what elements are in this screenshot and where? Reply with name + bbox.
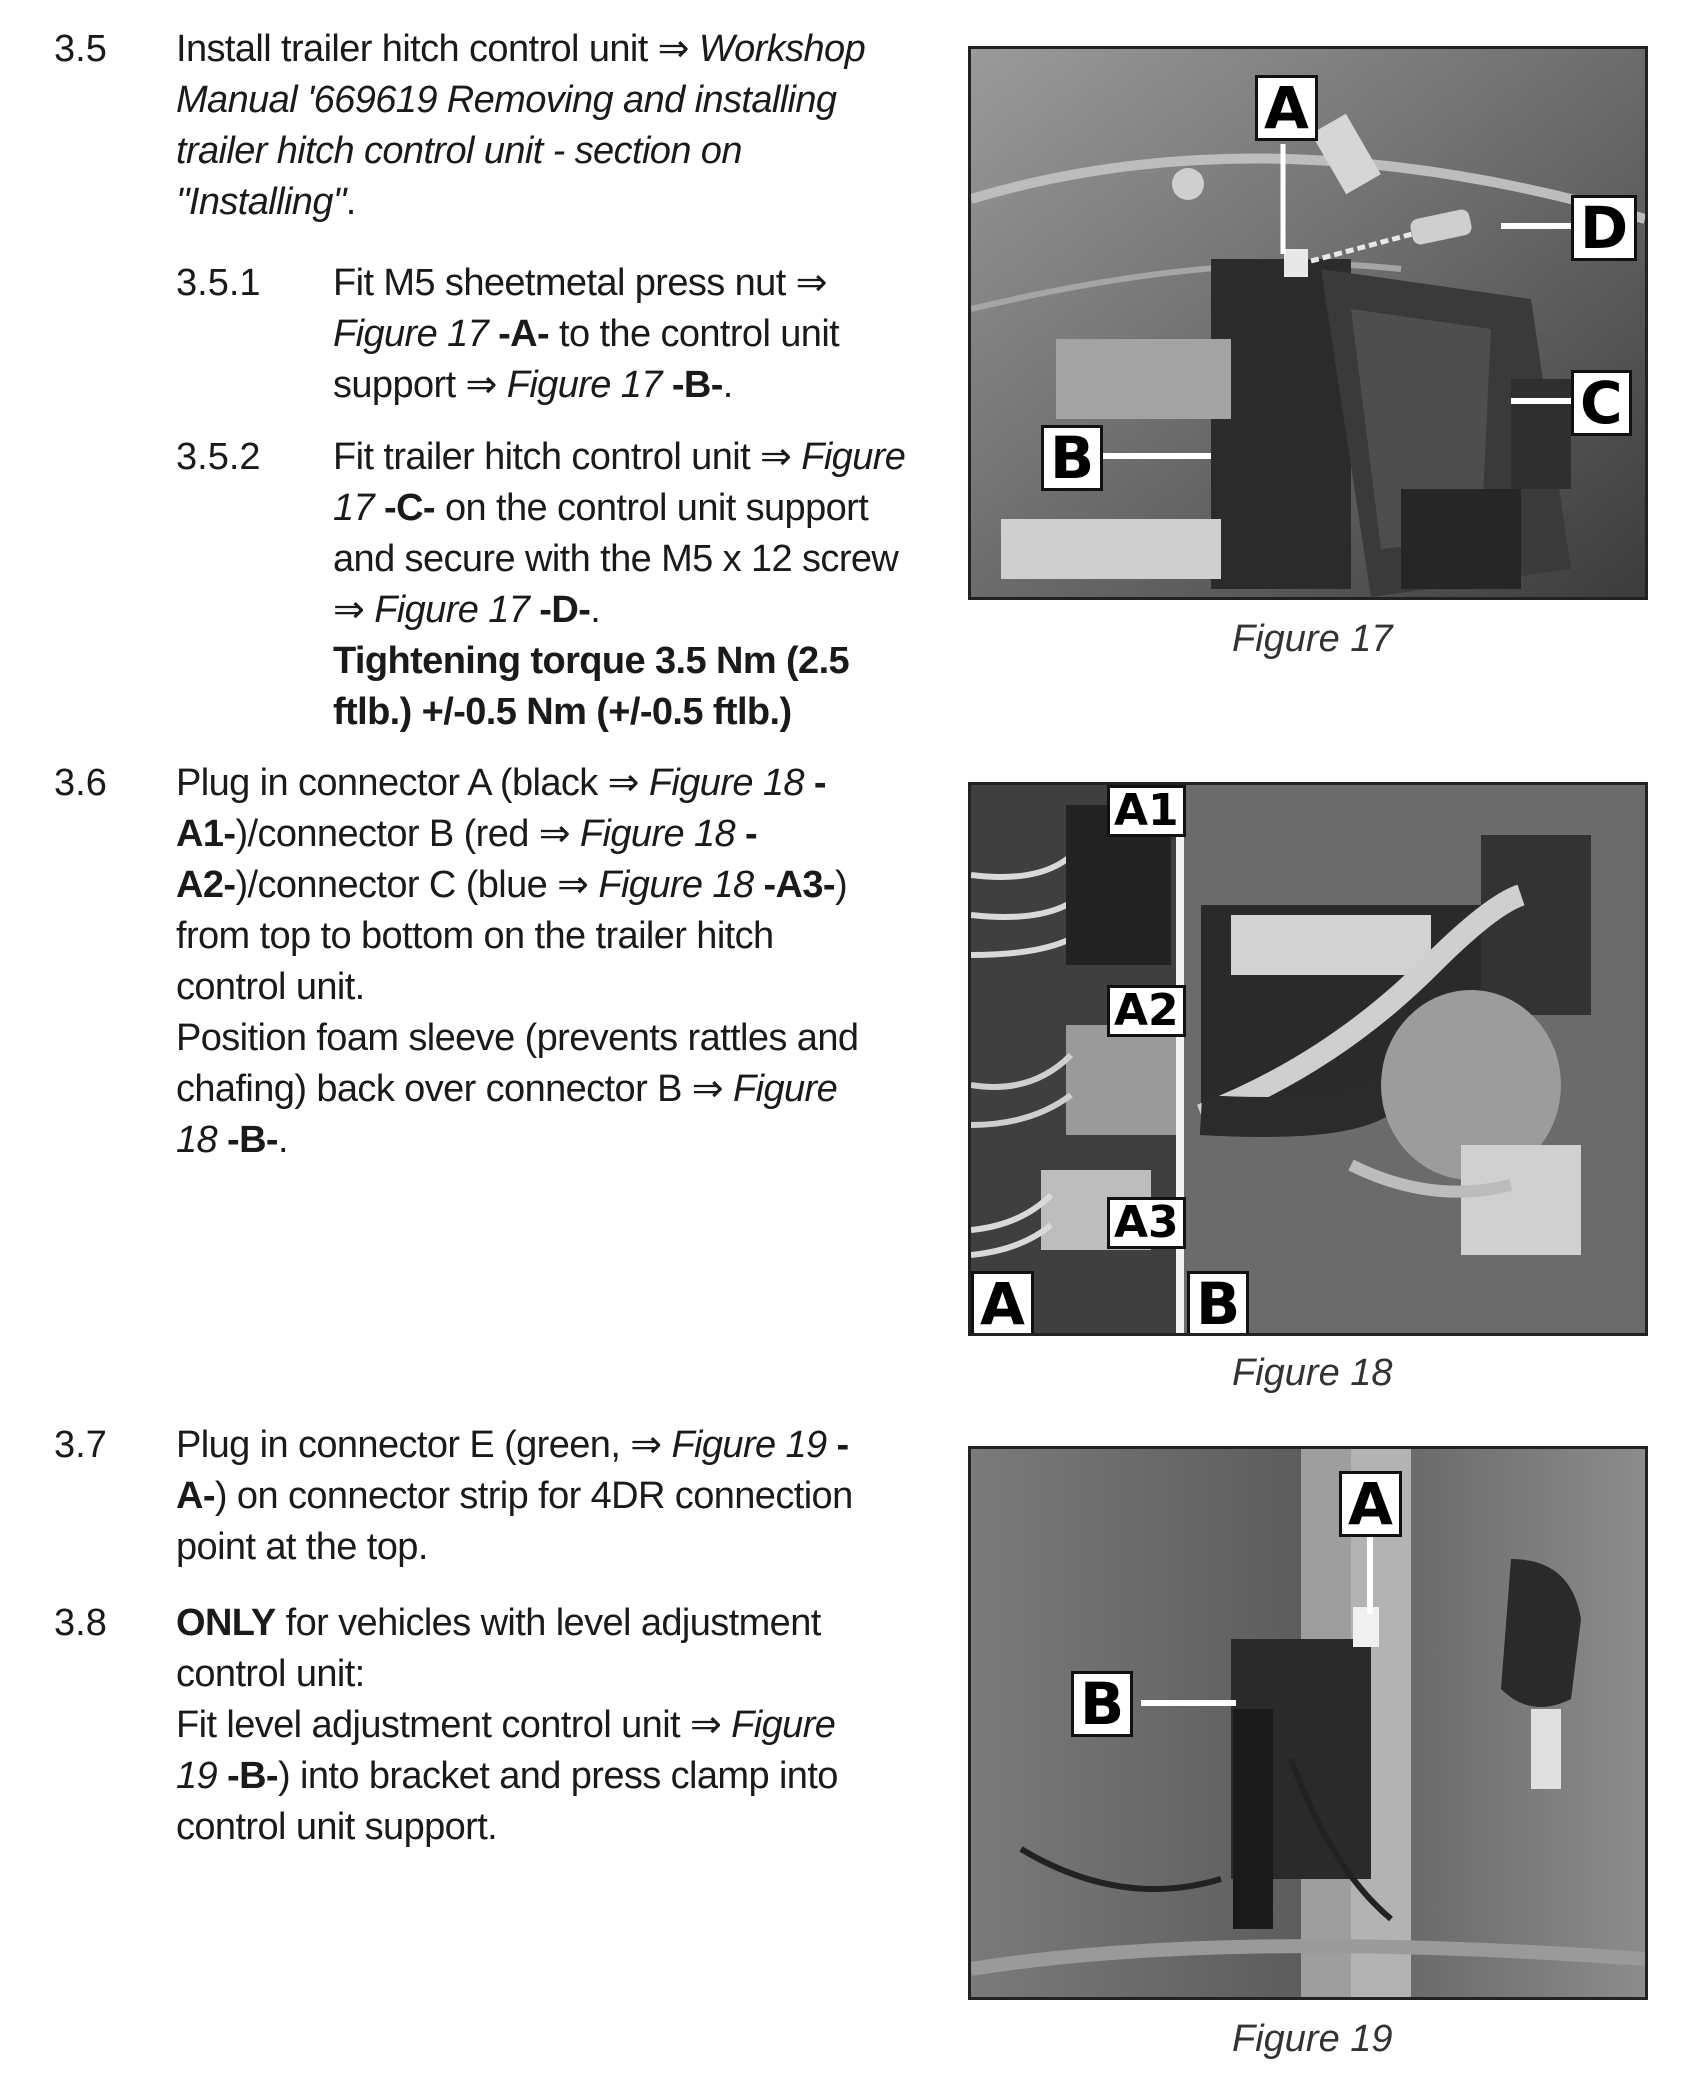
step-text: Install trailer hitch control unit [176,28,658,70]
callout-label-a: A [971,1271,1034,1336]
figure-19-photo [968,1446,1648,2000]
callout-ref: -A2- [176,813,758,906]
step-text: Fit M5 sheetmetal press nut [333,262,796,304]
callout-label-b: B [1041,425,1103,491]
step-text: Fit trailer hitch control unit [333,436,761,478]
step-text: )/connector C (blue [235,864,558,906]
callout-ref: -B- [661,364,723,406]
step-3-5-2 [333,432,933,738]
step-text: Plug in connector A (black [176,762,608,804]
step-number: 3.7 [54,1424,107,1466]
callout-label-a1: A1 [1107,785,1186,837]
step-text: for vehicles with level adjustment control unit: [176,1602,821,1695]
tightening-torque: Tightening torque 3.5 Nm (2.5 ftlb.) +/-0.5 Nm (+/-0.5 ftlb.) [333,640,850,733]
step-text: ) on connector strip for 4DR connection point at the top. [176,1475,853,1568]
step-text: Fit level adjustment control unit [176,1704,690,1746]
step-number: 3.5.1 [176,262,261,304]
figure-19-caption: Figure 19 [1232,2018,1393,2060]
step-number: 3.5.2 [176,436,261,478]
step-text: ) from top to bottom on the trailer hitch control unit. [176,864,848,1008]
figure-reference[interactable]: ⇒ Figure 18 [607,762,804,804]
step-paragraph [176,1013,866,1166]
step-paragraph [176,1700,856,1853]
callout-label-a: A [1339,1471,1402,1537]
callout-ref: -A3- [753,864,835,906]
step-3-5 [176,24,876,228]
figure-reference[interactable]: ⇒ Figure 19 [176,1704,836,1797]
figure-reference[interactable]: ⇒ Figure 19 [630,1424,827,1466]
step-number: 3.8 [54,1602,107,1644]
callout-label-a2: A2 [1107,985,1186,1037]
step-text: . [278,1119,288,1161]
step-text: to the control unit support [333,313,840,406]
figure-18-caption: Figure 18 [1232,1352,1393,1394]
figure-reference[interactable]: ⇒ Figure 18 [538,813,736,855]
callout-ref: -A1- [176,762,826,855]
callout-ref: -A- [488,313,550,355]
callout-label-c: C [1571,370,1632,436]
step-number: 3.6 [54,762,107,804]
step-text: . [345,181,356,223]
step-text: on the control unit support and secure with the M5 x 12 screw [333,487,899,580]
step-3-5-1 [333,258,903,411]
figure-reference[interactable]: ⇒ Figure 17 [333,589,530,631]
figure-17-photo [968,46,1648,600]
figure-17-caption: Figure 17 [1232,618,1393,660]
figure-reference[interactable]: ⇒ Figure 18 [557,864,754,906]
step-3-6 [176,758,866,1166]
figure-reference[interactable]: ⇒ Figure 17 [333,262,827,355]
step-text: . [590,589,601,631]
workshop-manual-link[interactable]: ⇒ Workshop Manual '669619 Removing and installing trailer hitch control unit - section on "Installing" [176,28,866,223]
step-3-7 [176,1420,896,1573]
step-number: 3.5 [54,28,107,70]
callout-label-a: A [1255,75,1318,141]
callout-ref: -B- [217,1755,278,1797]
step-text: ) into bracket and press clamp into control unit support. [176,1755,838,1848]
step-text: Position foam sleeve (prevents rattles and chafing) back over connector B [176,1017,859,1110]
callout-label-b: B [1071,1671,1133,1737]
callout-ref: -D- [529,589,591,631]
step-3-8 [176,1598,856,1853]
only-emphasis: ONLY [176,1602,276,1644]
step-text: )/connector B (red [235,813,539,855]
figure-18-photo [968,782,1648,1336]
callout-ref: -C- [374,487,435,529]
step-text: Plug in connector E (green, [176,1424,631,1466]
callout-label-b: B [1187,1271,1249,1336]
step-text: . [722,364,733,406]
callout-ref: -A- [176,1424,849,1517]
figure-reference[interactable]: ⇒ Figure 18 [176,1068,838,1161]
callout-label-a3: A3 [1107,1197,1186,1249]
figure-reference[interactable]: ⇒ Figure 17 [333,436,906,529]
figure-reference[interactable]: ⇒ Figure 17 [465,364,662,406]
callout-label-d: D [1571,195,1637,261]
callout-ref: -B- [217,1119,278,1161]
